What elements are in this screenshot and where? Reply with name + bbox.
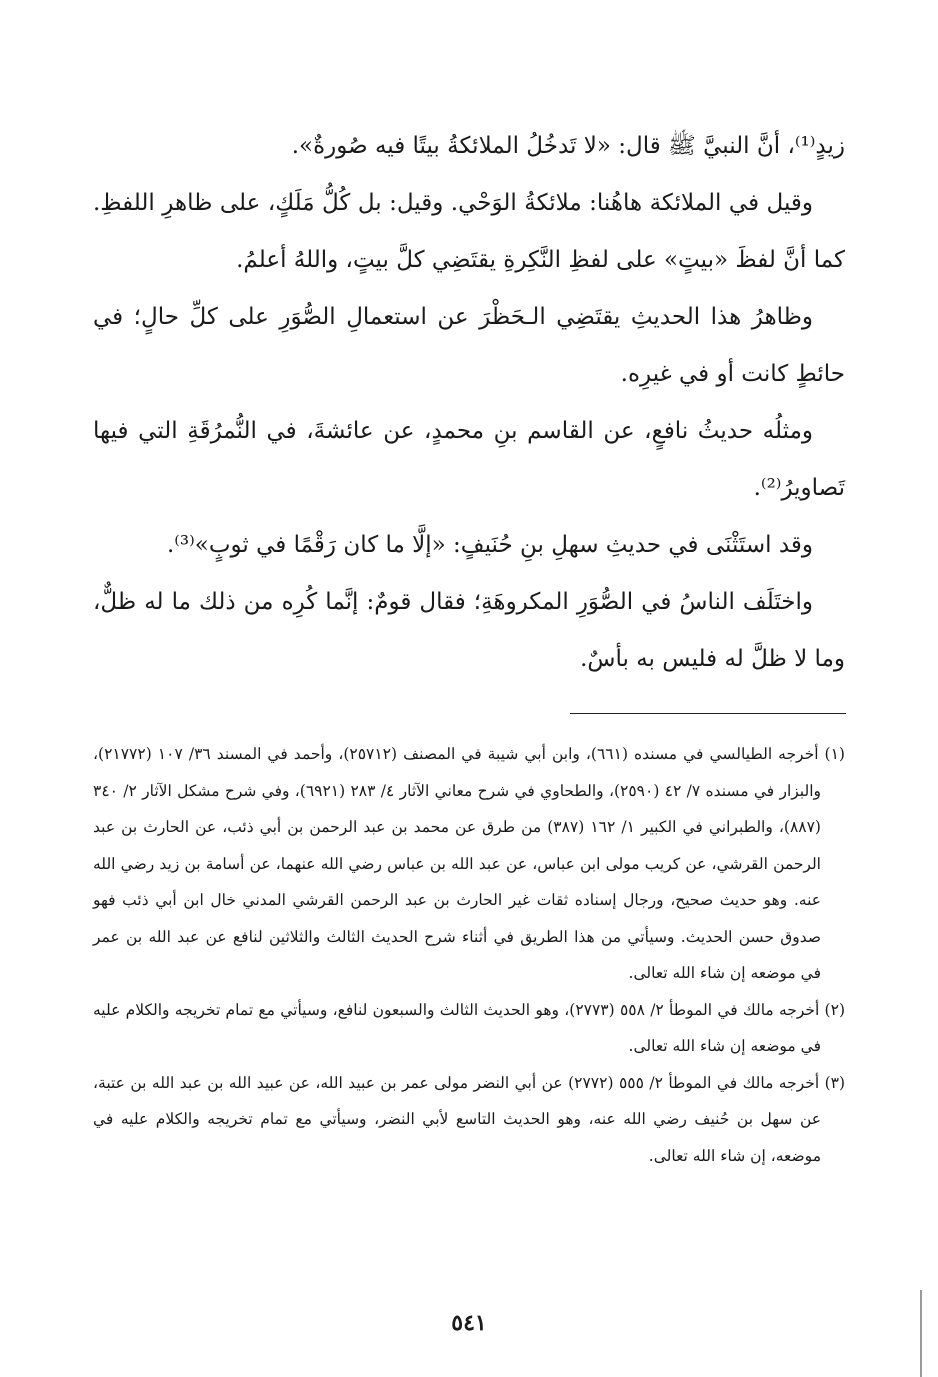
- paragraph: واختَلَف الناسُ في الصُّوَرِ المكروهَةِ؛ فقال قومٌ: إنَّما كُرِه من ذلك ما له ظلٌّ، وما لا ظلَّ له فليس به بأسٌ.: [93, 589, 845, 672]
- paragraph: زيدٍ⁽¹⁾، أنَّ النبيَّ ﷺ قال: «لا تَدخُلُ الملائكةُ بيتًا فيه صُورةٌ».: [291, 133, 845, 159]
- footnote: (١) أخرجه الطيالسي في مسنده (٦٦١)، وابن أبي شيبة في المصنف (٢٥٧١٢)، وأحمد في المسند ٣٦/ ١٠٧ (٢١٧٧٢)، والبزار في مسنده ٧/ ٤٢ (٢٥٩٠)، والطحاوي في شرح معاني الآثار ٤/ ٢٨٣ (٦٩٢١)، وفي شرح مشكل الآثار ٢/ ٣٤٠ (٨٨٧)، والطبراني في الكبير ١/ ١٦٢ (٣٨٧) من طرق عن محمد بن عبد الرحمن بن أبي ذئب، عن الحارث بن عبد الرحمن القرشي، عن كريب مولى ابن عباس، عن عبد الله بن عباس رضي الله عنهما، عن أسامة بن زيد رضي الله عنه. وهو حديث صحيح، ورجال إسناده ثقات غير الحارث بن عبد الرحمن القرشي المدني خال ابن أبي ذئب فهو صدوق حسن الحديث. وسيأتي من هذا الطريق في أثناء شرح الحديث الثالث والثلاثين لنافع عن عبد الله بن عمر في موضعه إن شاء الله تعالى.: [93, 745, 845, 982]
- page-edge-mark: [920, 1290, 922, 1377]
- footnote-separator: [570, 713, 846, 714]
- footnote: (٣) أخرجه مالك في الموطأ ٢/ ٥٥٥ (٢٧٧٢) عن أبي النضر مولى عمر بن عبيد الله، عن عبيد الله بن عبد الله بن عتبة، عن سهل بن حُنيف رضي الله عنه، وهو الحديث التاسع لأبي النضر، وسيأتي مع تمام تخريجه والكلام عليه في موضعه، إن شاء الله تعالى.: [93, 1073, 846, 1165]
- footnote: (٢) أخرجه مالك في الموطأ ٢/ ٥٥٨ (٢٧٧٣)، وهو الحديث الثالث والسبعون لنافع، وسيأتي مع تمام تخريجه والكلام عليه في موضعه إن شاء الله تعالى.: [93, 1000, 845, 1055]
- paragraph: وقد استَثْنَى في حديثِ سهلِ بنِ حُنَيفٍ: «إلَّا ما كان رَقْمًا في ثوبٍ»⁽³⁾.: [166, 532, 813, 558]
- main-text: [93, 118, 845, 688]
- paragraph: وقيل في الملائكة هاهُنا: ملائكةُ الوَحْي. وقيل: بل كُلُّ مَلَكٍ، على ظاهرِ اللفظِ. كما أنَّ لفظَ «بيتٍ» على لفظِ النَّكِرةِ يقتَضِي كلَّ بيتٍ، واللهُ أعلمُ.: [93, 190, 845, 273]
- paragraph: ومثلُه حديثُ نافعٍ، عن القاسم بنِ محمدٍ، عن عائشةَ، في النُّمرُقَةِ التي فيها تَصاويرُ⁽²⁾.: [93, 418, 845, 501]
- footnotes: [93, 736, 845, 1174]
- paragraph: وظاهرُ هذا الحديثِ يقتَضِي الـحَظْرَ عن استعمالِ الصُّوَرِ على كلِّ حالٍ؛ في حائطٍ كانت أو في غيرِه.: [93, 304, 845, 387]
- page-number: ٥٤١: [451, 1310, 487, 1336]
